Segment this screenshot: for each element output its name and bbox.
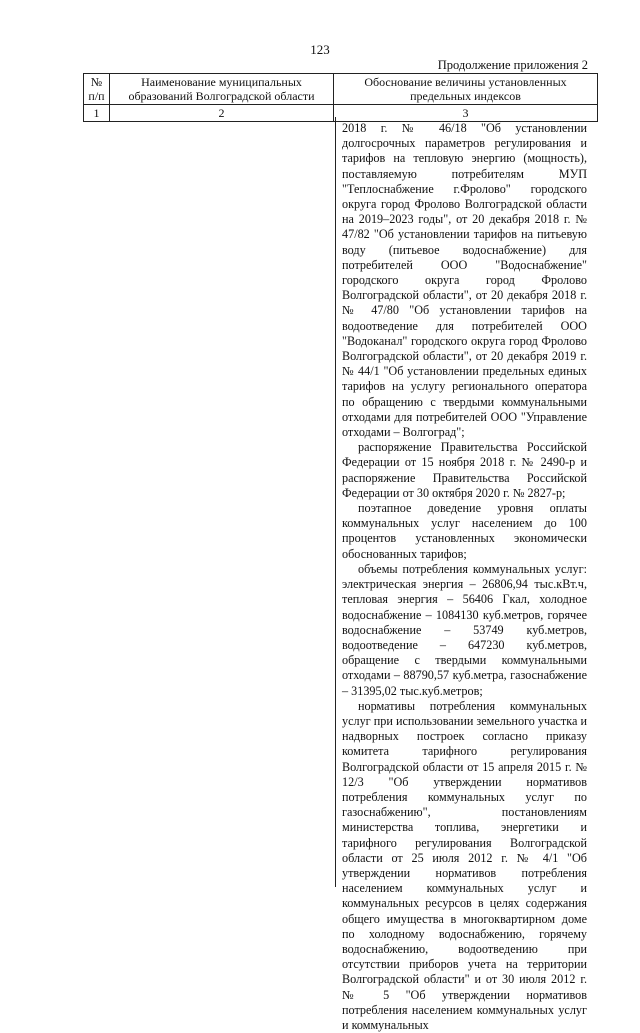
col-number-header-line-1: №: [90, 75, 103, 89]
col-index-3: 3: [334, 105, 598, 122]
col-municipality-header-line-2: образований Волгоградской области: [128, 89, 315, 103]
paragraph: объемы потребления коммунальных услуг: электрическая энергия – 26806,94 тыс.кВт.ч, тепловая энергия – 56406 Гкал, холодное водоснабжение – 1084130 куб.метров, горячее водоснабжение – 53749 куб.метров, водоотведение – 647230 куб.метров, обращение с твердыми коммунальными отходами – 88790,57 куб.метра, газоснабжение – 31395,02 тыс.куб.метров;: [342, 561, 587, 698]
table-header: [83, 73, 598, 122]
col-municipality-header: [110, 74, 334, 105]
paragraph-continued: 2018 г. № 46/18 "Об установлении долгосрочных параметров регулирования и тарифов на тепловую энергию (мощность), поставляемую потребителям МУП "Теплоснабжение г.Фролово" городского округа город Фролово Волгоградской области на 2019–2023 годы", от 20 декабря 2018 г. № 47/82 "Об установлении тарифов на питьевую воду (питьевое водоснабжение) для потребителей ООО "Водоснабжение" городского округа город Фролово Волгоградской области", от 20 декабря 2018 г. № 47/80 "Об установлении тарифов на водоотведение для потребителей ООО "Водоканал" городского округа город Фролово Волгоградской области", от 20 декабря 2019 г. № 44/1 "Об установлении предельных единых тарифов на услугу регионального оператора по обращению с твердыми коммунальными отходами для потребителей ООО "Управление отходами – Волгоград";: [342, 121, 587, 440]
col-justification-header-line-1: Обоснование величины установленных: [364, 75, 567, 89]
col-index-2: 2: [110, 105, 334, 122]
appendix-continuation-label: Продолжение приложения 2: [437, 58, 588, 72]
header-row: [84, 74, 598, 105]
paragraph: нормативы потребления коммунальных услуг при использовании земельного участка и надворных построек согласно приказу комитета тарифного регулирования Волгоградской области от 15 апреля 2015 г. № 12/3 "Об утверждении нормативов потребления коммунальных услуг по газоснабжению", постановлениям министерства топлива, энергетики и тарифного регулирования Волгоградской области от 25 июля 2012 г. № 4/1 "Об утверждении нормативов потребления населением коммунальных услуг и коммунальных ресурсов в целях содержания общего имущества в многоквартирном доме по холодному водоснабжению, горячему водоснабжению, водоотведению при отсутствии приборов учета на территории Волгоградской области" и от 30 июля 2012 г. № 5 "Об утверждении нормативов потребления населением коммунальных услуг и коммунальных: [342, 698, 587, 1032]
justification-text: [342, 121, 587, 1033]
paragraph: распоряжение Правительства Российской Федерации от 15 ноября 2018 г. № 2490-р и распоряжение Правительства Российской Федерации от 30 октября 2020 г. № 2827-р;: [342, 440, 587, 500]
col-municipality-header-line-1: Наименование муниципальных: [141, 75, 302, 89]
page-number: 123: [310, 42, 330, 57]
col-number-header-line-2: п/п: [88, 89, 105, 103]
column-divider: [335, 117, 336, 887]
paragraph: поэтапное доведение уровня оплаты коммунальных услуг населением до 100 процентов установленных экономически обоснованных тарифов;: [342, 501, 587, 561]
column-number-row: [84, 105, 598, 122]
col-index-1: 1: [84, 105, 110, 122]
col-number-header: [84, 74, 110, 105]
col-justification-header-line-2: предельных индексов: [410, 89, 521, 103]
col-justification-header: [334, 74, 598, 105]
